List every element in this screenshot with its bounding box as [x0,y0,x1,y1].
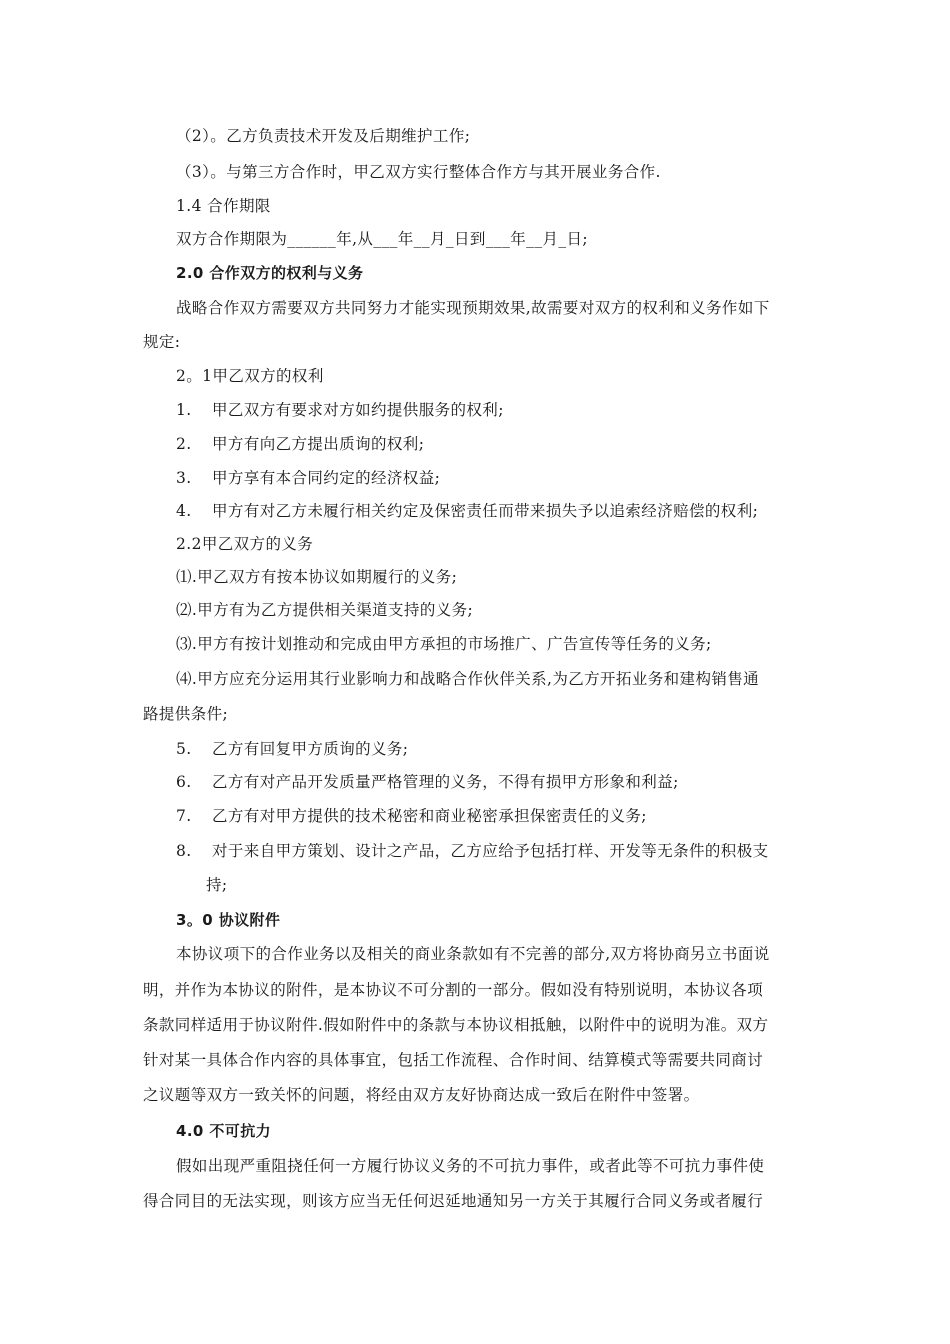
paragraph-line: 得合同目的无法实现，则该方应当无任何迟延地通知另一方关于其履行合同义务或者履行 [143,1192,764,1210]
list-number: 3. [176,469,192,487]
list-number: 7. [176,807,192,825]
list-item: ⑶.甲方有按计划推动和完成由甲方承担的市场推广、广告宣传等任务的义务; [176,635,712,653]
list-item [176,434,424,454]
list-item [176,806,647,826]
list-number: 2. [176,435,192,453]
paragraph-line: 之议题等双方一致关怀的问题，将经由双方友好协商达成一致后在附件中签署。 [143,1086,700,1104]
section-heading-2-2: 2.2甲乙双方的义务 [176,535,314,553]
list-number: 1. [176,401,192,419]
list-text: 甲方有对乙方未履行相关约定及保密责任而带来损失予以追索经济赔偿的权利; [212,502,759,520]
paragraph-line: 假如出现严重阻挠任何一方履行协议义务的不可抗力事件，或者此等不可抗力事件使 [176,1157,765,1175]
list-number: 5. [176,740,192,758]
clause-2-item: （2）。乙方负责技术开发及后期维护工作; [176,127,471,145]
paragraph-line: 明，并作为本协议的附件，是本协议不可分割的一部分。假如没有特别说明，本协议各项 [143,981,764,999]
list-number: 4. [176,502,192,520]
section-heading-4-0: 4.0 不可抗力 [176,1122,271,1140]
section-heading-2-0: 2.0 合作双方的权利与义务 [176,264,364,282]
list-item [176,739,408,759]
list-text: 对于来自甲方策划、设计之产品，乙方应给予包括打样、开发等无条件的积极支 [212,842,769,860]
paragraph-line: 战略合作双方需要双方共同努力才能实现预期效果,故需要对双方的权利和义务作如下 [176,299,770,317]
list-text: 甲乙双方有要求对方如约提供服务的权利; [212,401,504,419]
list-number: 8. [176,842,192,860]
list-item: ⑵.甲方有为乙方提供相关渠道支持的义务; [176,601,474,619]
list-item-continued: 持; [206,876,228,894]
list-item-continued: 路提供条件; [143,705,229,723]
cooperation-period-text: 双方合作期限为______年,从___年__月_日到___年__月_日; [176,230,589,248]
clause-3-item: （3）。与第三方合作时，甲乙双方实行整体合作方与其开展业务合作. [176,163,661,181]
paragraph-line: 本协议项下的合作业务以及相关的商业条款如有不完善的部分,双方将协商另立书面说 [176,945,770,963]
list-item [176,468,440,488]
list-item [176,772,679,792]
list-text: 乙方有对产品开发质量严格管理的义务，不得有损甲方形象和利益; [212,773,679,791]
section-heading-3-0: 3。0 协议附件 [176,911,281,929]
list-text: 乙方有对甲方提供的技术秘密和商业秘密承担保密责任的义务; [212,807,647,825]
list-item [176,400,504,420]
section-heading-1-4: 1.4 合作期限 [176,197,271,215]
list-text: 甲方有向乙方提出质询的权利; [212,435,425,453]
section-heading-2-1: 2。1甲乙双方的权利 [176,367,324,385]
list-text: 甲方享有本合同约定的经济权益; [212,469,441,487]
list-number: 6. [176,773,192,791]
list-text: 乙方有回复甲方质询的义务; [212,740,409,758]
list-item: ⑴.甲乙双方有按本协议如期履行的义务; [176,568,458,586]
paragraph-line: 条款同样适用于协议附件.假如附件中的条款与本协议相抵触，以附件中的说明为准。双方 [143,1016,769,1034]
list-item [176,841,769,861]
paragraph-line: 规定: [143,333,181,351]
list-item [176,501,758,521]
paragraph-line: 针对某一具体合作内容的具体事宜，包括工作流程、合作时间、结算模式等需要共同商讨 [143,1051,764,1069]
list-item: ⑷.甲方应充分运用其行业影响力和战略合作伙伴关系,为乙方开拓业务和建构销售通 [176,670,760,688]
